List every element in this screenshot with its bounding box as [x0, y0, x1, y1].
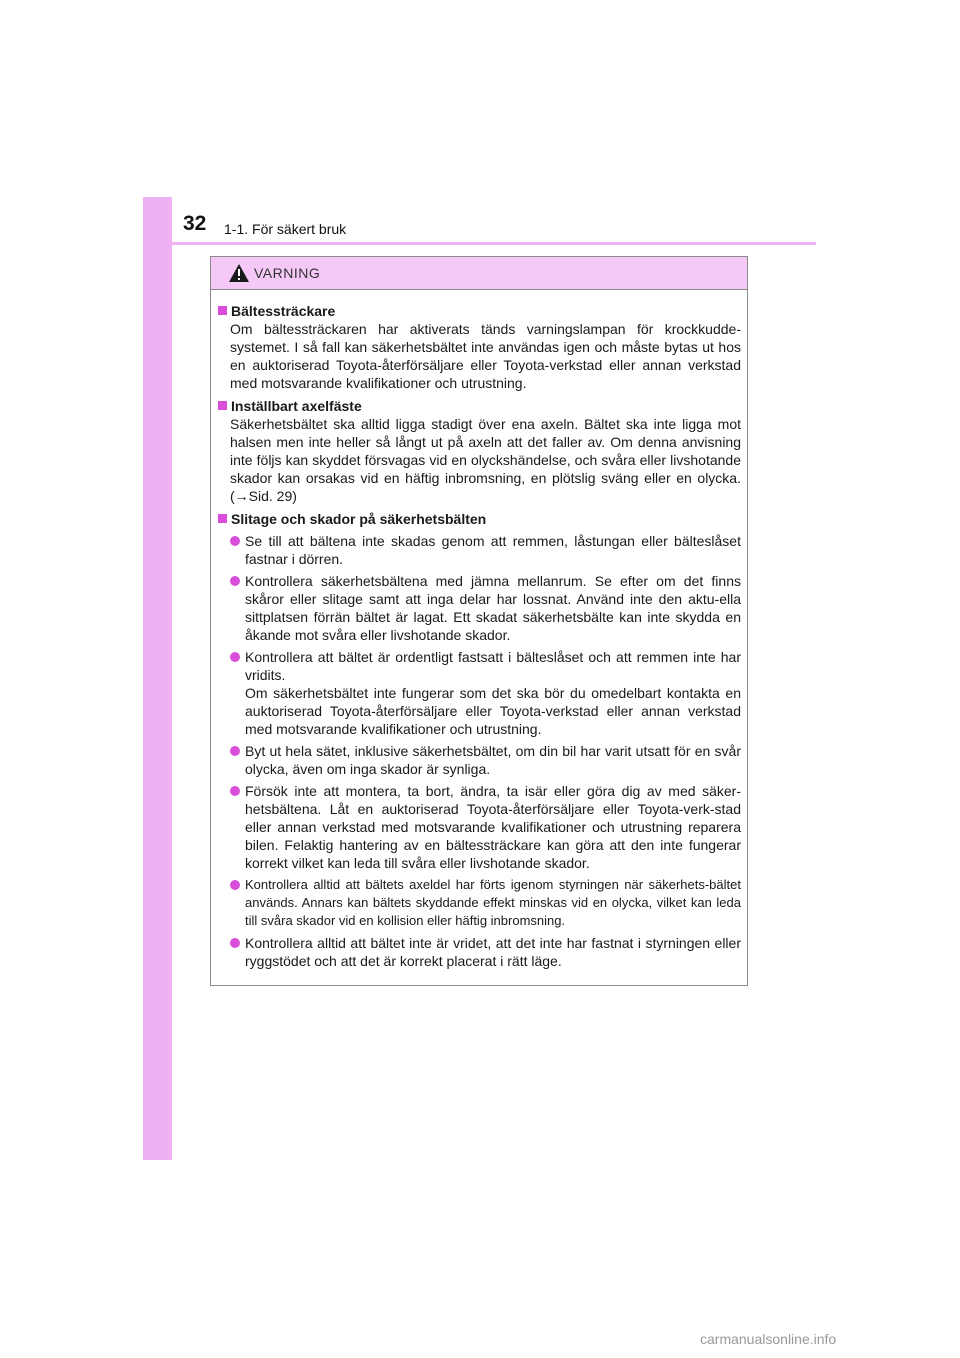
square-bullet-icon: [218, 514, 227, 523]
warning-label: VARNING: [254, 265, 321, 281]
list-item: [218, 876, 741, 930]
section-text: Säkerhetsbältet ska alltid ligga stadigt över ena axeln. Bältet ska inte ligga mot halsen men inte heller så långt ut på axeln att det faller av. Om denna anvisning inte följs kan skyddet försvagas vid en olyckshändelse, och svåra eller livshotande skador kan orsakas vid en häftig inbromsning, en plötslig sväng eller en olycka. (→Sid. 29): [230, 416, 741, 504]
round-bullet-icon: [230, 938, 240, 948]
warning-header: [211, 257, 747, 290]
page-number: 32: [183, 212, 207, 235]
warning-box: [210, 256, 748, 986]
round-bullet-icon: [230, 536, 240, 546]
section-heading-text: Bältessträckare: [231, 303, 336, 319]
warning-body: [211, 290, 747, 970]
round-bullet-icon: [230, 576, 240, 586]
list-item-text: Kontrollera alltid att bältet inte är vridet, att det inte har fastnat i styrningen eller ryggstödet och att det är korrekt placerat i rätt läge.: [245, 935, 741, 969]
section-heading: [218, 510, 741, 528]
list-item: [218, 572, 741, 644]
list-item: [218, 648, 741, 738]
list-item: [218, 742, 741, 778]
round-bullet-icon: [230, 880, 240, 890]
list-item-text: Kontrollera att bältet är ordentligt fastsatt i bälteslåset och att remmen inte har vridits. Om säkerhetsbältet inte fungerar som det ska bör du omedelbart kontakta en auktoriserad Toyota-återförsäljare eller Toyota-verkstad eller annan verkstad med motsvarande kvalifikationer och utrustning.: [245, 649, 741, 737]
list-item: [218, 782, 741, 872]
section-text: Om bältessträckaren har aktiverats tänds varningslampan för krockkudde-systemet. I så fall kan säkerhetsbältet inte användas igen och måste bytas ut hos en auktoriserad Toyota-återförsäljare eller Toyota-verkstad eller annan verkstad med motsvarande kvalifikationer och utrustning.: [230, 321, 741, 391]
list-item: [218, 532, 741, 568]
list-item: [218, 934, 741, 970]
section-heading-text: Slitage och skador på säkerhetsbälten: [231, 511, 487, 527]
warning-triangle-icon: [228, 263, 250, 283]
square-bullet-icon: [218, 401, 227, 410]
side-color-band: [143, 197, 172, 1160]
square-bullet-icon: [218, 306, 227, 315]
list-item-text: Försök inte att montera, ta bort, ändra, ta isär eller göra dig av med säker-hetsbältena. Låt en auktoriserad Toyota-återförsäljare eller Toyota-verk-stad eller annan verkstad med motsvarande kvalifikationer och utrustning reparera bilen. Felaktig hantering av en bältessträckare kan göra att den inte fungerar korrekt vilket kan leda till svåra eller livshotande skador.: [245, 783, 741, 871]
section-title: 1-1. För säkert bruk: [224, 221, 347, 237]
list-item-text: Byt ut hela sätet, inklusive säkerhetsbältet, om din bil har varit utsatt för en svår olycka, även om inga skador är synliga.: [245, 743, 741, 777]
section-heading-text: Inställbart axelfäste: [231, 398, 362, 414]
list-item-text: Kontrollera alltid att bältets axeldel har förts igenom styrningen när säkerhets-bältet används. Annars kan bältets skyddande effekt minskas vid en olycka, vilket kan leda till svåra skador vid en kollision eller häftig inbromsning.: [245, 877, 741, 928]
round-bullet-icon: [230, 786, 240, 796]
watermark: carmanualsonline.info: [700, 1331, 837, 1347]
round-bullet-icon: [230, 652, 240, 662]
list-item-text: Se till att bältena inte skadas genom att remmen, låstungan eller bälteslåset fastnar i dörren.: [245, 533, 741, 567]
section-heading: [218, 397, 741, 415]
list-item-text: Kontrollera säkerhetsbältena med jämna mellanrum. Se efter om det finns skåror eller slitage samt att inga delar har lossnat. Använd inte den aktu-ella sittplatsen förrän bältet är lagat. Ett skadat säkerhetsbälte kan inte skydda en åkande mot svåra eller livshotande skador.: [245, 573, 741, 643]
section-heading: [218, 302, 741, 320]
round-bullet-icon: [230, 746, 240, 756]
